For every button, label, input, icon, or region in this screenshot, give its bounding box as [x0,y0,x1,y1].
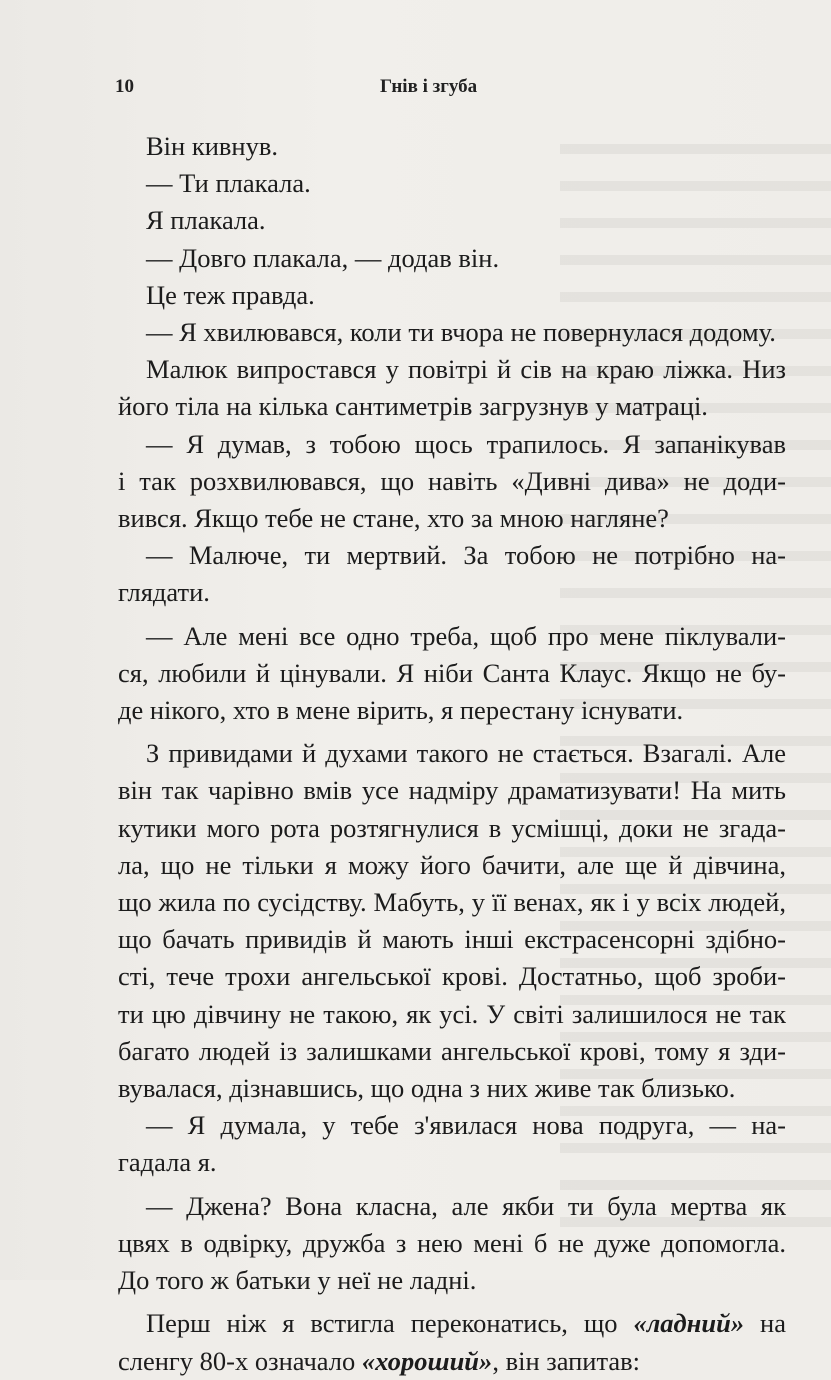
text-line: і так розхвилювався, що навіть «Дивні дива» не доди- [118,465,786,496]
paragraph [118,128,786,165]
text-line: вувалася, дізнавшись, що одна з них живе так близько. [118,1073,736,1104]
paragraph [118,314,786,351]
page-number: 10 [115,76,134,97]
paragraph [118,277,786,314]
paragraph [118,202,786,239]
running-title: Гнів і згуба [380,76,478,97]
text-segment: , він запитав: [492,1345,641,1376]
text-segment: сленгу 80-х означало [118,1345,362,1376]
paragraph [118,1188,786,1300]
text-line: ти цю дівчину не такою, як усі. У світі залишилося не так [118,998,786,1029]
text-line: — Малюче, ти мертвий. За тобою не потрібно на- [146,540,786,571]
text-line: сті, тече трохи ангельської крові. Достатньо, щоб зроби- [118,961,786,992]
paragraph-final [118,1305,786,1379]
paragraph [118,735,786,1107]
text-line: Він кивнув. [146,131,278,161]
text-line: — Я думала, у тебе з'явилася нова подруга, — на- [146,1110,786,1141]
paragraph [118,618,786,730]
text-line: він так чарівно вмів усе надміру драматизувати! На мить [118,775,786,806]
italic-word: «ладний» [633,1308,745,1339]
text-line: Малюк випростався у повітрі й сів на краю ліжка. Низ [146,354,786,385]
text-line: До того ж батьки у неї не ладні. [118,1265,477,1296]
paragraph [118,426,786,538]
text-line: Я плакала. [146,205,266,236]
text-line: глядати. [118,577,210,608]
text-line [118,1305,786,1342]
body-text [118,128,786,1380]
text-line: де нікого, хто в мене вірить, я перестану існувати. [118,695,684,726]
text-line: багато людей із залишками ангельської крові, тому я зди- [118,1035,786,1066]
text-line: кутики мого рота розтягнулися в усмішці, доки не згада- [118,812,786,843]
text-segment: Перш ніж я встигла переконатись, що [146,1308,634,1339]
text-line: цвях в одвірку, дружба з нею мені б не дуже допомогла. [118,1227,786,1258]
text-line: — Джена? Вона класна, але якби ти була мертва як [146,1190,786,1221]
paragraph [118,537,786,611]
text-line: що бачать привидів й мають інші екстрасенсорні здібно- [118,924,786,955]
text-line: ся, любили й цінували. Я ніби Санта Клаус. Якщо не бу- [118,657,786,688]
text-line: — Я хвилювався, коли ти вчора не повернулася додому. [146,317,776,348]
text-line: — Я думав, з тобою щось трапилось. Я запанікував [146,428,786,459]
text-line: З привидами й духами такого не стається. Взагалі. Але [146,738,786,769]
paragraph [118,351,786,425]
text-line: його тіла на кілька сантиметрів загрузнув у матраці. [118,391,708,422]
text-line: ла, що не тільки я можу його бачити, але ще й дівчина, [118,849,786,880]
italic-word: «хороший» [361,1345,493,1376]
text-line [118,1343,786,1380]
text-line: вився. Якщо тебе не стане, хто за мною нагляне? [118,503,669,534]
text-line: що жила по сусідству. Мабуть, у її венах, як і у всіх людей, [118,887,786,918]
page-header [0,76,831,100]
text-line: гадала я. [118,1147,217,1178]
paragraph [118,240,786,277]
text-segment: на [744,1308,786,1339]
text-line: — Але мені все одно треба, щоб про мене піклували- [146,620,786,651]
text-line: Це теж правда. [146,279,315,310]
text-line: — Ти плакала. [146,168,311,199]
paragraph [118,1107,786,1181]
text-line: — Довго плакала, — додав він. [146,242,500,273]
paragraph [118,165,786,202]
